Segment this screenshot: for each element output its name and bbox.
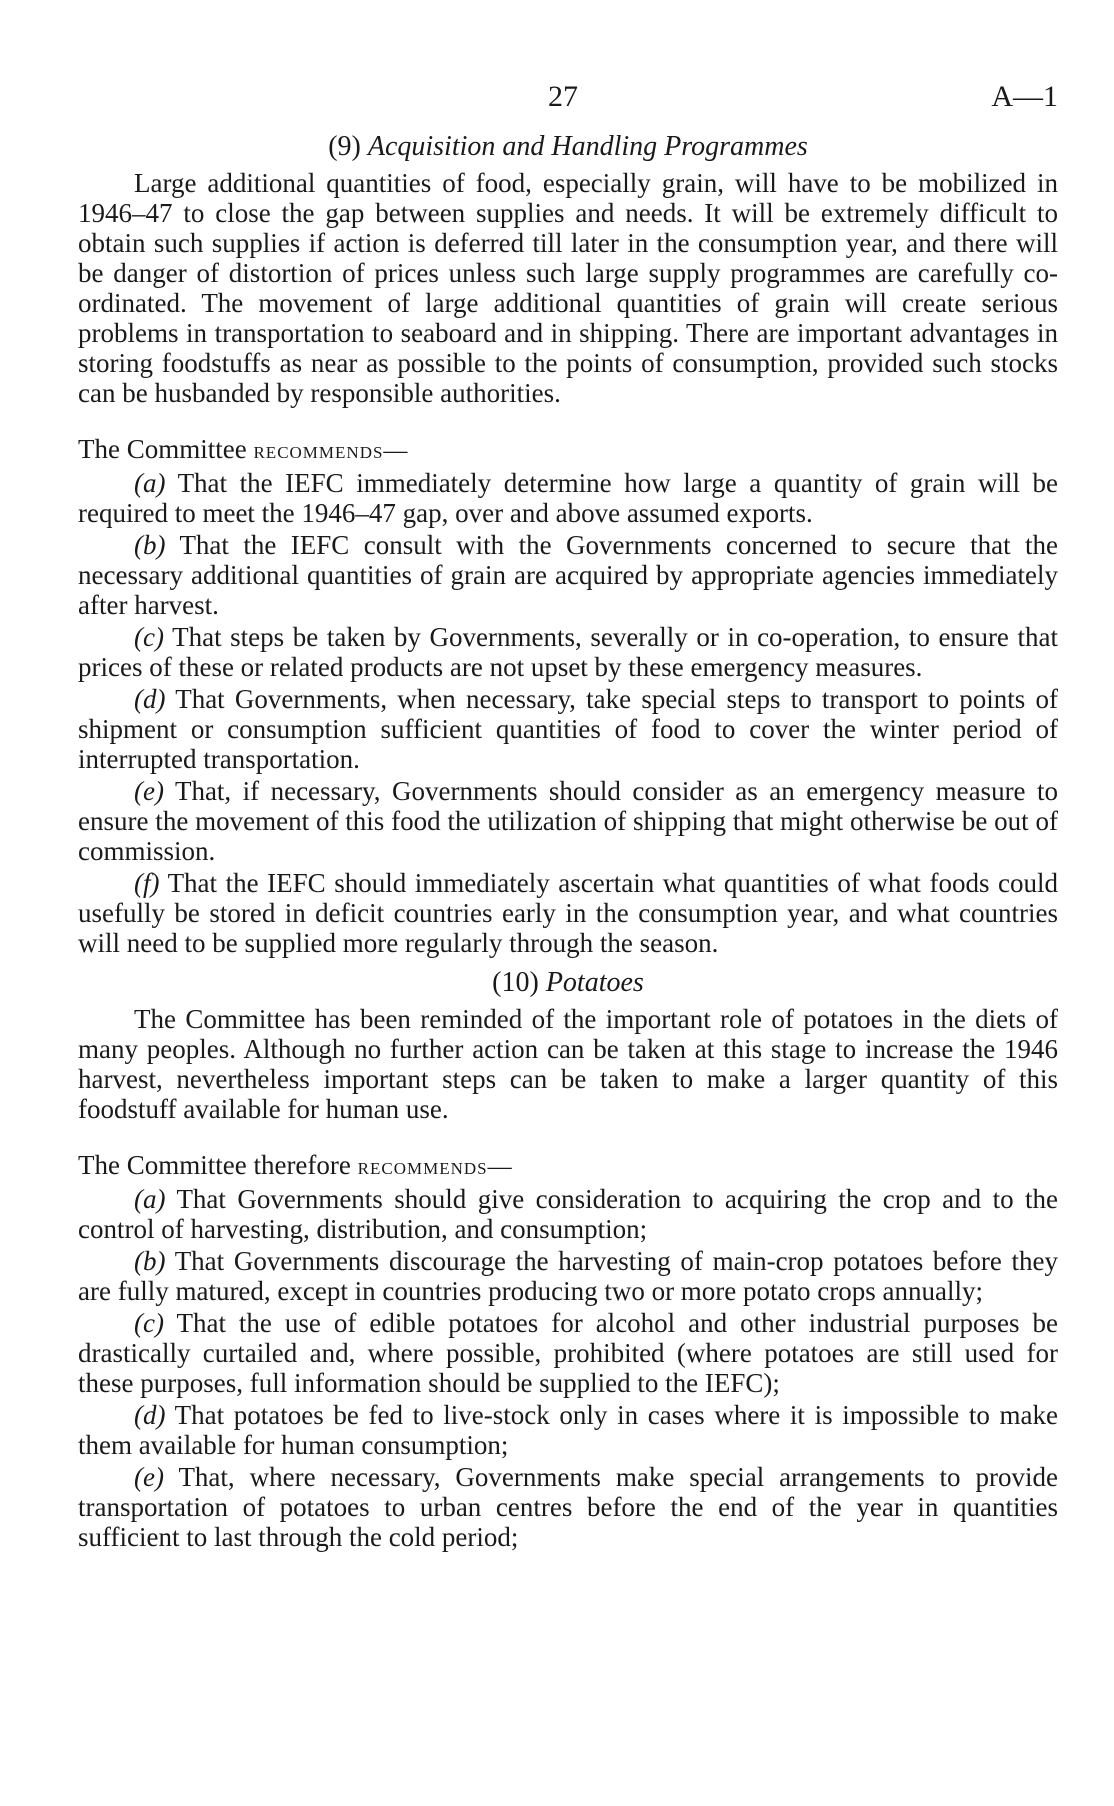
section-9-heading (78, 132, 1058, 162)
section-10-title: Potatoes (545, 967, 644, 998)
section-10-rec-e (78, 1462, 1058, 1552)
rec-text: That, where necessary, Governments make special arrangements to provide transportation of potatoes to urban centres before the end of the year in quantities sufficient to last through the cold period; (78, 1462, 1058, 1552)
section-10-rec-d (78, 1400, 1058, 1460)
section-10-heading (78, 968, 1058, 998)
section-9-rec-a (78, 468, 1058, 528)
page-header (78, 82, 1058, 122)
section-9-rec-d (78, 684, 1058, 774)
rec-label: (c) (134, 622, 164, 652)
rec-text: That steps be taken by Governments, severally or in co-operation, to ensure that prices of these or related products are not upset by these emergency measures. (78, 622, 1058, 682)
rec-label: (d) (134, 684, 166, 714)
section-10-number: (10) (492, 967, 539, 998)
section-9-title: Acquisition and Handling Programmes (367, 131, 808, 162)
rec-text: That Governments, when necessary, take special steps to transport to points of shipment or consumption sufficient quantities of food to cover the winter period of interrupted transportation. (78, 684, 1058, 774)
rec-text: That the IEFC should immediately ascertain what quantities of what foods could usefully be stored in deficit countries early in the consumption year, and what countries will need to be supplied more regularly through the season. (78, 868, 1058, 958)
rec-label: (a) (134, 468, 166, 498)
rec-text: That, if necessary, Governments should consider as an emergency measure to ensure the movement of this food the utilization of shipping that might otherwise be out of commission. (78, 776, 1058, 866)
section-9-number: (9) (328, 131, 361, 162)
section-10-rec-a (78, 1184, 1058, 1244)
section-9-lead-prefix: The Committee (78, 434, 247, 464)
section-10-rec-b (78, 1246, 1058, 1306)
rec-label: (c) (134, 1308, 164, 1338)
rec-label: (b) (134, 1246, 166, 1276)
section-9-rec-f (78, 868, 1058, 958)
rec-label: (b) (134, 530, 166, 560)
rec-label: (e) (134, 776, 164, 806)
section-9-lead-keyword: recommends— (253, 438, 409, 464)
section-10-intro: The Committee has been reminded of the important role of potatoes in the diets of many peoples. Although no further action can be taken at this stage to increase the 1946 harvest, nevertheless important steps can be taken to make a larger quantity of this foodstuff available for human use. (78, 1004, 1058, 1124)
rec-text: That potatoes be fed to live-stock only in cases where it is impossible to make them available for human consumption; (78, 1400, 1058, 1460)
rec-label: (f) (134, 868, 160, 898)
section-10-lead-keyword: recommends— (357, 1154, 513, 1180)
rec-text: That the IEFC consult with the Governments concerned to secure that the necessary additional quantities of grain are acquired by appropriate agencies immediately after harvest. (78, 530, 1058, 620)
section-9-lead (78, 434, 1058, 466)
section-9-intro: Large additional quantities of food, especially grain, will have to be mobilized in 1946–47 to close the gap between supplies and needs. It will be extremely difficult to obtain such supplies if action is deferred till later in the consumption year, and there will be danger of distortion of prices unless such large supply programmes are carefully co-ordinated. The movement of large additional quantities of grain will create serious problems in transportation to seaboard and in shipping. There are important advantages in storing foodstuffs as near as possible to the points of consumption, provided such stocks can be husbanded by responsible authorities. (78, 168, 1058, 408)
rec-text: That the IEFC immediately determine how large a quantity of grain will be required to meet the 1946–47 gap, over and above assumed exports. (78, 468, 1059, 528)
section-9-rec-c (78, 622, 1058, 682)
section-10-rec-c (78, 1308, 1058, 1398)
rec-label: (a) (134, 1184, 166, 1214)
rec-label: (d) (134, 1400, 166, 1430)
rec-text: That the use of edible potatoes for alcohol and other industrial purposes be drastically curtailed and, where possible, prohibited (where potatoes are still used for these purposes, full information should be supplied to the IEFC); (78, 1308, 1058, 1398)
section-10-lead (78, 1150, 1058, 1182)
page-number: 27 (548, 80, 578, 113)
section-10-lead-prefix: The Committee therefore (78, 1150, 351, 1180)
document-page (78, 82, 1058, 1554)
rec-text: That Governments should give consideration to acquiring the crop and to the control of harvesting, distribution, and consumption; (78, 1184, 1058, 1244)
series-reference: A—1 (991, 80, 1058, 113)
section-9-rec-e (78, 776, 1058, 866)
rec-label: (e) (134, 1462, 164, 1492)
rec-text: That Governments discourage the harvesting of main-crop potatoes before they are fully matured, except in countries producing two or more potato crops annually; (78, 1246, 1059, 1306)
section-9-rec-b (78, 530, 1058, 620)
